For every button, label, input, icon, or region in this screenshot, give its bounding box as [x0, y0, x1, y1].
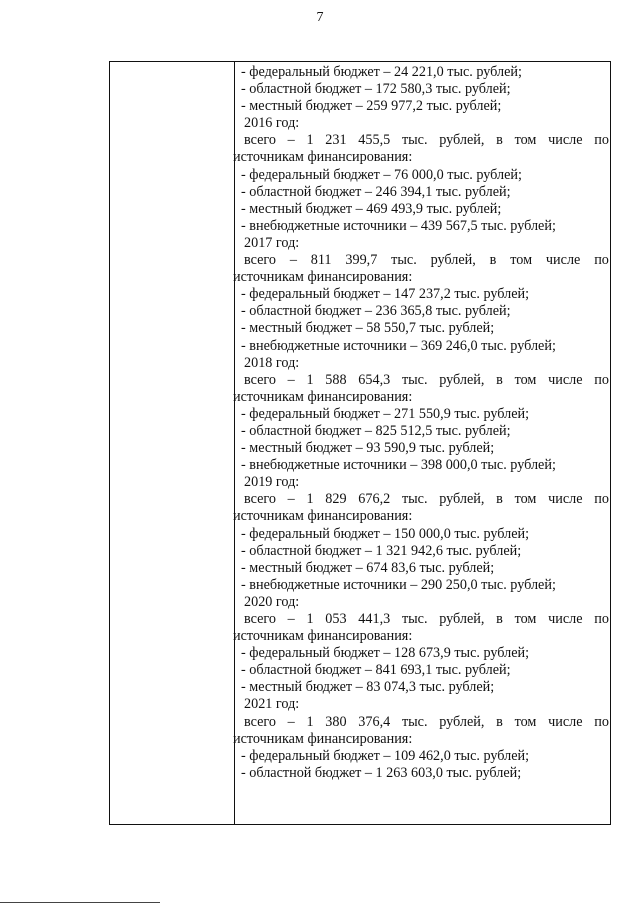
- page-number: 7: [316, 10, 324, 25]
- budget-item: - областной бюджет – 236 365,8 тыс. рублей;: [241, 303, 511, 320]
- total-word: 399,7: [345, 252, 378, 269]
- total-word: том: [514, 491, 537, 508]
- total-word: числе: [548, 491, 583, 508]
- total-word: в: [496, 611, 503, 627]
- total-line: [233, 252, 609, 269]
- budget-item: - федеральный бюджет – 271 550,9 тыс. рублей;: [241, 405, 530, 422]
- total-word: рублей,: [430, 252, 476, 269]
- year-heading: 2019 год:: [244, 474, 300, 491]
- total-word: 1: [306, 132, 314, 149]
- total-word: 053: [325, 611, 347, 627]
- year-heading: 2021 год:: [244, 696, 300, 713]
- total-word: по: [594, 611, 609, 627]
- continuation-line: источникам финансирования:: [233, 730, 413, 747]
- total-word: в: [496, 713, 503, 730]
- total-word: 588: [325, 371, 347, 388]
- total-word: том: [514, 611, 537, 627]
- continuation-line: источникам финансирования:: [233, 628, 413, 645]
- continuation-line: источникам финансирования:: [233, 388, 413, 405]
- budget-item: - федеральный бюджет – 109 462,0 тыс. рублей;: [241, 747, 530, 764]
- total-word: –: [287, 611, 295, 627]
- total-word: том: [514, 713, 537, 730]
- budget-item: - областной бюджет – 841 693,1 тыс. рублей;: [241, 662, 511, 679]
- budget-item: - внебюджетные источники – 290 250,0 тыс. рублей;: [241, 576, 556, 593]
- footnote-separator: [0, 902, 160, 903]
- budget-item: - федеральный бюджет – 76 000,0 тыс. рублей;: [241, 166, 522, 183]
- funding-text-cell: [233, 64, 609, 782]
- total-word: тыс.: [401, 491, 428, 508]
- total-word: числе: [548, 132, 583, 149]
- total-word: в: [496, 132, 503, 149]
- total-word: 1: [306, 371, 314, 388]
- continuation-line: источникам финансирования:: [233, 508, 413, 525]
- total-line: [233, 491, 609, 508]
- total-word: том: [510, 252, 533, 269]
- budget-item: - областной бюджет – 172 580,3 тыс. рублей;: [241, 81, 511, 98]
- total-word: 829: [325, 491, 347, 508]
- total-word: 1: [306, 491, 314, 508]
- total-word: всего: [244, 252, 276, 269]
- continuation-line: источникам финансирования:: [233, 269, 413, 286]
- budget-item: - местный бюджет – 58 550,7 тыс. рублей;: [241, 320, 495, 337]
- total-word: числе: [548, 371, 583, 388]
- year-heading: 2017 год:: [244, 234, 300, 251]
- total-word: тыс.: [391, 252, 417, 269]
- continuation-line: источникам финансирования:: [233, 149, 413, 166]
- total-word: тыс.: [401, 713, 428, 730]
- total-word: тыс.: [401, 132, 428, 149]
- budget-item: - местный бюджет – 93 590,9 тыс. рублей;: [241, 440, 495, 457]
- total-word: в: [489, 252, 497, 269]
- total-line: [233, 714, 609, 731]
- total-word: всего: [244, 132, 276, 149]
- year-heading: 2016 год:: [244, 115, 300, 132]
- year-heading: 2018 год:: [244, 354, 300, 371]
- total-word: том: [514, 371, 537, 388]
- total-word: в: [496, 491, 503, 508]
- total-word: 441,3: [358, 611, 391, 627]
- total-line: [233, 611, 609, 628]
- total-word: 1: [306, 611, 314, 627]
- year-heading: 2020 год:: [244, 593, 300, 610]
- total-word: том: [514, 132, 537, 149]
- total-word: 376,4: [358, 713, 391, 730]
- budget-item: - внебюджетные источники – 369 246,0 тыс. рублей;: [241, 337, 556, 354]
- budget-item: - областной бюджет – 1 321 942,6 тыс. рублей;: [241, 542, 522, 559]
- total-word: рублей,: [439, 371, 485, 388]
- budget-item: - областной бюджет – 825 512,5 тыс. рублей;: [241, 422, 511, 439]
- total-line: [233, 372, 609, 389]
- total-line: [233, 132, 609, 149]
- total-word: 676,2: [358, 491, 391, 508]
- total-word: по: [594, 491, 609, 508]
- budget-item: - местный бюджет – 259 977,2 тыс. рублей;: [241, 98, 502, 115]
- total-word: числе: [548, 611, 583, 627]
- total-word: в: [496, 371, 503, 388]
- total-word: по: [594, 252, 609, 269]
- budget-item: - внебюджетные источники – 439 567,5 тыс. рублей;: [241, 217, 556, 234]
- budget-item: - местный бюджет – 469 493,9 тыс. рублей;: [241, 200, 502, 217]
- total-word: 811: [310, 252, 332, 269]
- total-word: всего: [244, 713, 276, 730]
- budget-item: - местный бюджет – 83 074,3 тыс. рублей;: [241, 679, 495, 696]
- total-word: по: [594, 371, 609, 388]
- total-word: –: [287, 132, 295, 149]
- total-word: –: [287, 371, 295, 388]
- budget-item: - внебюджетные источники – 398 000,0 тыс. рублей;: [241, 457, 556, 474]
- total-word: всего: [244, 611, 276, 627]
- total-word: рублей,: [439, 132, 485, 149]
- budget-item: - федеральный бюджет – 128 673,9 тыс. рублей;: [241, 645, 530, 662]
- total-word: 231: [325, 132, 347, 149]
- total-word: –: [287, 713, 295, 730]
- budget-item: - областной бюджет – 246 394,1 тыс. рублей;: [241, 183, 511, 200]
- total-word: 455,5: [358, 132, 391, 149]
- total-word: тыс.: [401, 371, 428, 388]
- total-word: рублей,: [439, 491, 485, 508]
- budget-item: - областной бюджет – 1 263 603,0 тыс. рублей;: [241, 764, 522, 781]
- total-word: рублей,: [439, 611, 485, 627]
- total-word: 1: [306, 713, 314, 730]
- total-word: –: [289, 252, 297, 269]
- total-word: по: [594, 132, 609, 149]
- total-word: тыс.: [401, 611, 428, 627]
- total-word: всего: [244, 491, 276, 508]
- total-word: всего: [244, 371, 276, 388]
- total-word: –: [287, 491, 295, 508]
- total-word: по: [594, 713, 609, 730]
- total-word: рублей,: [439, 713, 485, 730]
- total-word: 380: [325, 713, 347, 730]
- total-word: 654,3: [358, 371, 391, 388]
- total-word: числе: [548, 713, 583, 730]
- budget-item: - федеральный бюджет – 147 237,2 тыс. рублей;: [241, 286, 530, 303]
- total-word: числе: [545, 252, 581, 269]
- budget-item: - местный бюджет – 674 83,6 тыс. рублей;: [241, 559, 495, 576]
- budget-item: - федеральный бюджет – 150 000,0 тыс. рублей;: [241, 525, 530, 542]
- budget-item: - федеральный бюджет – 24 221,0 тыс. рублей;: [241, 64, 522, 80]
